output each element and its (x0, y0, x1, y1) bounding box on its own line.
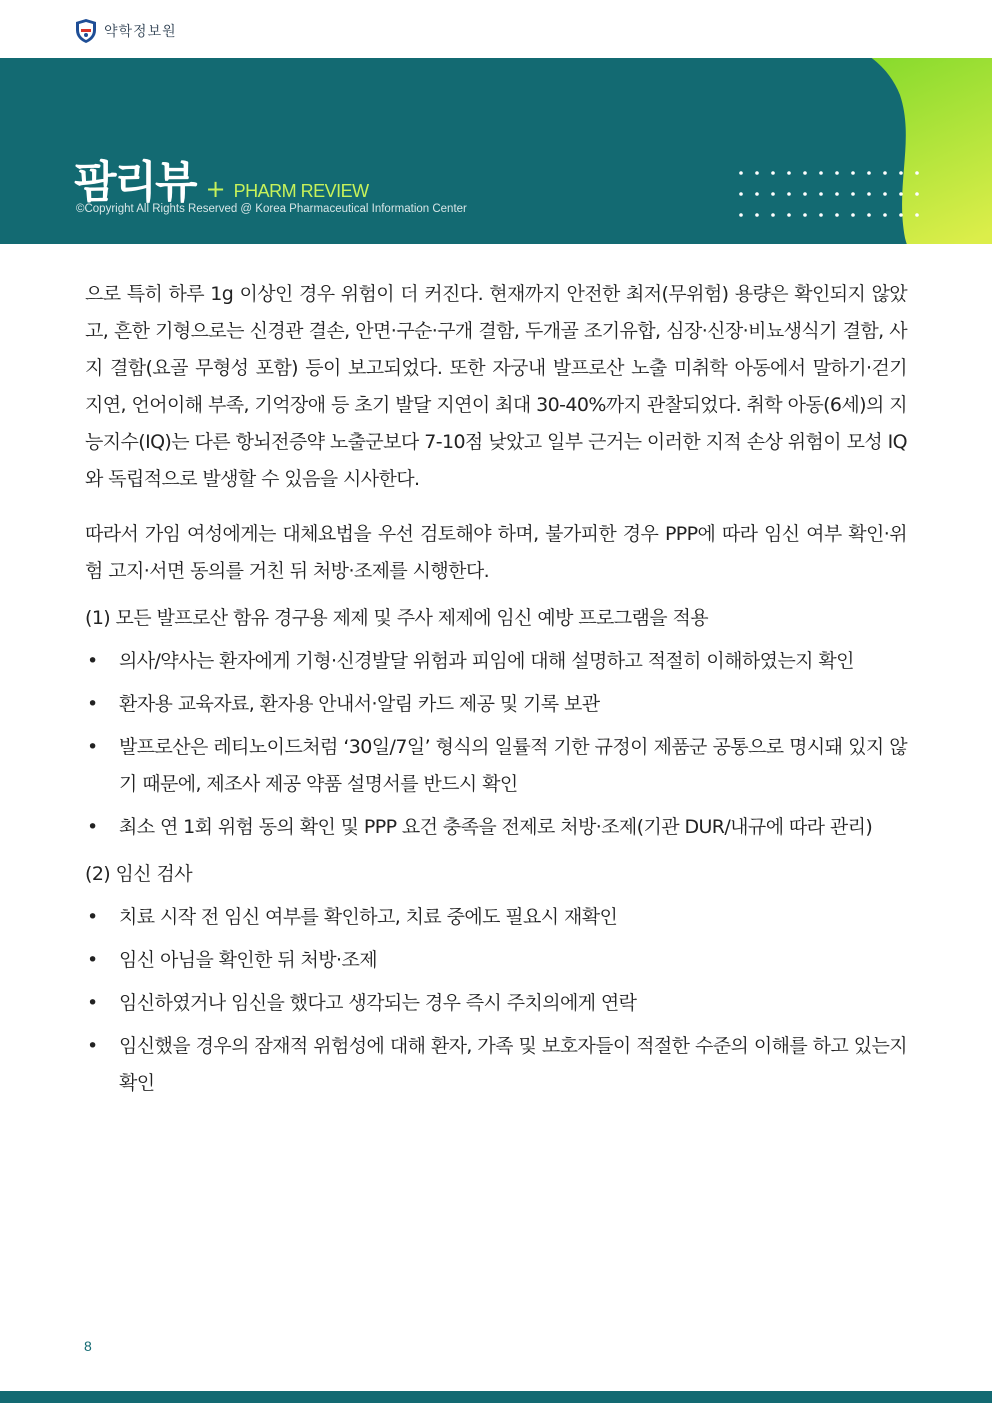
page-header-title (74, 146, 369, 210)
shield-emblem-icon (74, 18, 98, 44)
list-item: • 임신했을 경우의 잠재적 위험성에 대해 환자, 가족 및 보호자들이 적절한 수준의 이해를 하고 있는지 확인 (85, 1028, 907, 1102)
list-item: • 발프로산은 레티노이드처럼 ‘30일/7일’ 형식의 일률적 기한 규정이 제품군 공통으로 명시돼 있지 않기 때문에, 제조사 제공 약품 설명서를 반드시 확인 (85, 729, 907, 803)
bullet-list (85, 643, 907, 846)
header-banner (0, 58, 992, 244)
list-item: • 의사/약사는 환자에게 기형·신경발달 위험과 피임에 대해 설명하고 적절히 이해하였는지 확인 (85, 643, 907, 680)
title-english: PHARM REVIEW (233, 181, 369, 201)
bullet-list (85, 899, 907, 1102)
org-name: 약학정보원 (104, 24, 177, 40)
section-pregnancy-prevention-program (85, 600, 907, 846)
page-number: 8 (84, 1338, 92, 1354)
list-item: • 최소 연 1회 위험 동의 확인 및 PPP 요건 충족을 전제로 처방·조제(기관 DUR/내규에 따라 관리) (85, 809, 907, 846)
section-pregnancy-test (85, 856, 907, 1102)
paragraph-recommendation: 따라서 가임 여성에게는 대체요법을 우선 검토해야 하며, 불가피한 경우 PPP에 따라 임신 여부 확인·위험 고지·서면 동의를 거친 뒤 처방·조제를 시행한다. (85, 523, 907, 582)
plus-icon: + (205, 175, 226, 203)
top-bar (0, 0, 992, 60)
org-logo[interactable] (74, 18, 177, 44)
dot-grid-decoration (738, 170, 938, 220)
list-item: • 환자용 교육자료, 환자용 안내서·알림 카드 제공 및 기록 보관 (85, 686, 907, 723)
footer-bar (0, 1391, 992, 1403)
copyright-notice: ©Copyright All Rights Reserved @ Korea Pharmaceutical Information Center (76, 203, 467, 215)
list-item: • 임신 아님을 확인한 뒤 처방·조제 (85, 942, 907, 979)
article-body (85, 276, 907, 1102)
paragraph-risk-summary: 으로 특히 하루 1g 이상인 경우 위험이 더 커진다. 현재까지 안전한 최저(무위험) 용량은 확인되지 않았고, 흔한 기형으로는 신경관 결손, 안면·구순·구개 결함, 두개골 조기유합, 심장·신장·비뇨생식기 결함, 사지 결함(요골 무형성 포함) 등이 보고되었다. 또한 자궁내 발프로산 노출 미취학 아동에서 말하기·걷기 지연, 언어이해 부족, 기억장애 등 초기 발달 지연이 최대 30-40%까지 관찰되었다. 취학 아동(6세)의 지능지수(IQ)는 다른 항뇌전증약 노출군보다 7-10점 낮았고 일부 근거는 이러한 지적 손상 위험이 모성 IQ와 독립적으로 발생할 수 있음을 시사한다. (85, 283, 907, 490)
list-item: • 임신하였거나 임신을 했다고 생각되는 경우 즉시 주치의에게 연락 (85, 985, 907, 1022)
section-heading: (2) 임신 검사 (85, 863, 193, 885)
section-heading: (1) 모든 발프로산 함유 경구용 제제 및 주사 제제에 임신 예방 프로그램을 적용 (85, 607, 709, 629)
list-item: • 치료 시작 전 임신 여부를 확인하고, 치료 중에도 필요시 재확인 (85, 899, 907, 936)
title-korean: 팜리뷰 (74, 157, 196, 208)
